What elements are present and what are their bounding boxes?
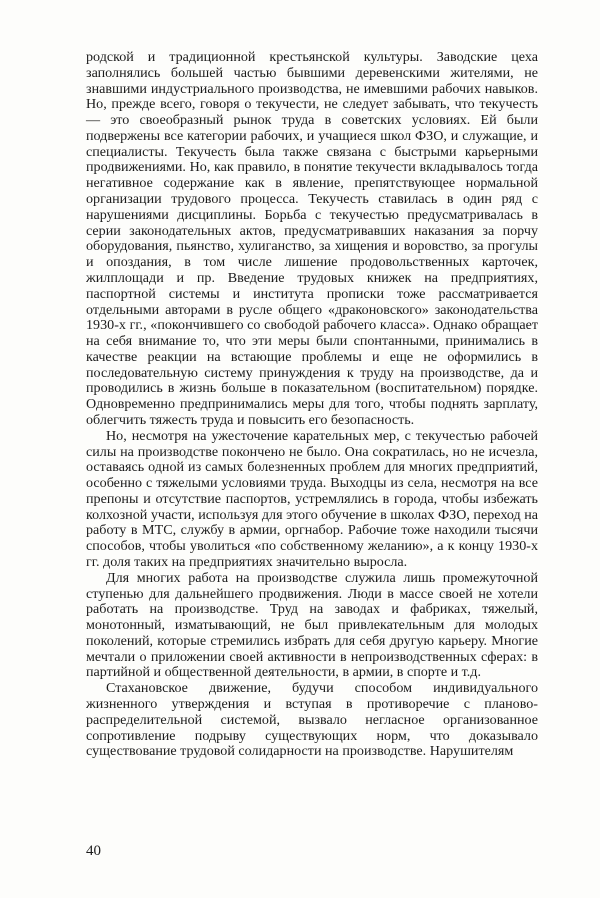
paragraph-4: Стахановское движение, будучи способом индивидуального жизненного утверждения и вступая в противоречие с планово-распределительной системой, вызвало негласное организованное сопротивление подрыву существующих норм, что доказывало существование трудовой солидарности на производстве. Нарушителям — [86, 680, 538, 760]
paragraph-1: родской и традиционной крестьянской культуры. Заводские цеха заполнялись большей частью бывшими деревенскими жителями, не знавшими индустриального производства, не имевшими рабочих навыков. Но, прежде всего, говоря о текучести, не следует забывать, что текучесть — это своеобразный рынок труда в советских условиях. Ей были подвержены все категории рабочих, и учащиеся школ ФЗО, и служащие, и специалисты. Текучесть была также связана с быстрыми карьерными продвижениями. Но, как правило, в понятие текучести вкладывалось тогда негативное содержание как в явление, препятствующее нормальной организации трудового процесса. Текучесть ставилась в один ряд с нарушениями дисциплины. Борьба с текучестью предусматривалась в серии законодательных актов, предусматривавших наказания за порчу оборудования, пьянство, хулиганство, за хищения и воровство, за прогулы и опоздания, в том числе лишение продовольственных карточек, жилплощади и пр. Введение трудовых книжек на предприятиях, паспортной системы и института прописки тоже рассматривается отдельными авторами в русле общего «драконовского» законодательства 1930-х гг., «покончившего со свободой рабочего класса». Однако обращает на себя внимание то, что эти меры были спонтанными, принимались в качестве реакции на встающие проблемы и еще не оформились в последовательную систему принуждения к труду на производстве, да и проводились в жизнь больше в показательном (воспитательном) порядке. Одновременно предпринимались меры для того, чтобы поднять зарплату, облегчить тяжесть труда и повысить его безопасность. — [86, 49, 538, 428]
paragraph-3: Для многих работа на производстве служила лишь промежуточной ступенью для дальнейшего продвижения. Люди в массе своей не хотели работать на производстве. Труд на заводах и фабриках, тяжелый, монотонный, изматывающий, не был привлекательным для молодых поколений, которые стремились избрать для себя другую карьеру. Многие мечтали о приложении своей активности в непроизводственных сферах: в партийной и общественной деятельности, в армии, в спорте и т.д. — [86, 569, 538, 681]
paragraph-2: Но, несмотря на ужесточение карательных мер, с текучестью рабочей силы на производстве покончено не было. Она сократилась, но не исчезла, оставаясь одной из самых болезненных проблем для многих предприятий, особенно с тяжелыми условиями труда. Выходцы из села, несмотря на все препоны и отсутствие паспортов, устремлялись в города, чтобы избежать колхозной участи, используя для этого обучение в школах ФЗО, переход на работу в МТС, службу в армии, оргнабор. Рабочие тоже находили тысячи способов, чтобы уволиться «по собственному желанию», а к концу 1930-х гг. доля таких на предприятиях значительно выросла. — [86, 427, 538, 570]
page-number: 40 — [86, 843, 101, 859]
body-text — [86, 50, 538, 760]
